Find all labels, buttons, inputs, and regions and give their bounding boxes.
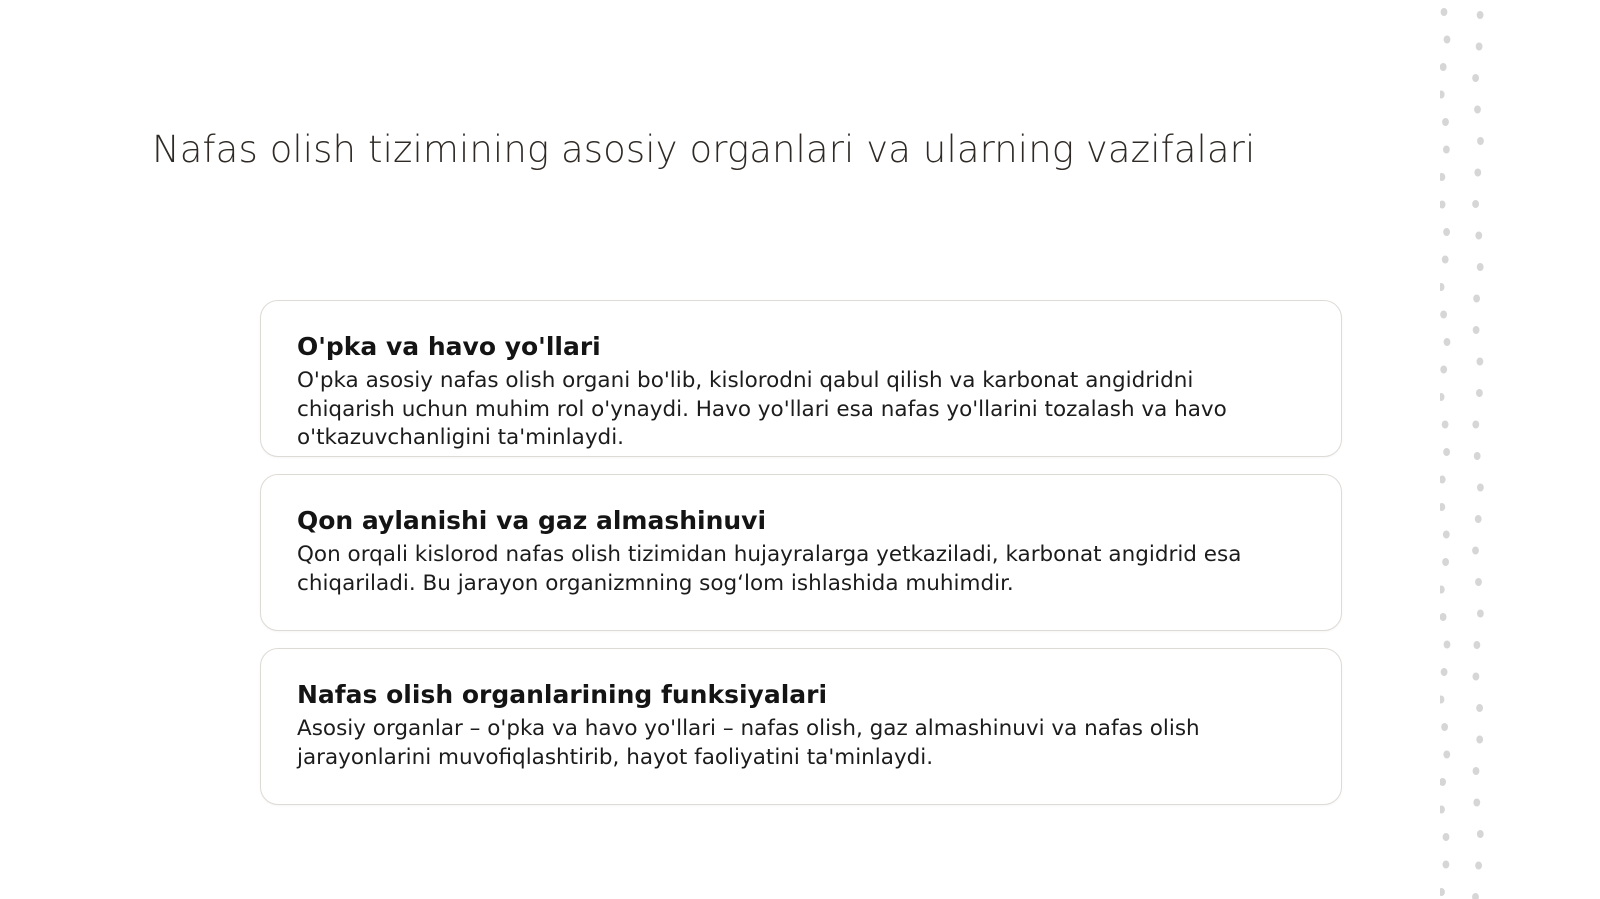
slide-title: Nafas olish tizimining asosiy organlari va ularning vazifalari xyxy=(152,128,1256,171)
decorative-dot xyxy=(1473,799,1480,807)
decorative-dot xyxy=(1472,547,1479,555)
decorative-dot xyxy=(1477,484,1484,492)
decorative-dot xyxy=(1474,641,1481,649)
decorative-dot xyxy=(1444,36,1451,44)
decorative-dot xyxy=(1474,169,1481,177)
decorative-dot xyxy=(1440,806,1445,814)
decorative-dot xyxy=(1444,338,1451,346)
decorative-dot xyxy=(1477,137,1484,145)
decorative-dot xyxy=(1440,778,1446,786)
decorative-dot xyxy=(1474,106,1481,114)
decorative-dot xyxy=(1473,295,1480,303)
decorative-dot xyxy=(1473,326,1480,334)
decorative-dot xyxy=(1440,476,1446,484)
card-text: Asosiy organlar – o'pka va havo yo'llari – nafas olish, gaz almashinuvi va nafas olish jarayonlarini muvofiqlashtirib, hayot faoliyatini ta'minlaydi. xyxy=(297,716,1200,770)
decorative-dot xyxy=(1440,366,1447,374)
card-text: Qon orqali kislorod nafas olish tizimidan hujayralarga yetkaziladi, karbonat angidrid esa chiqariladi. Bu jarayon organizmning sog‘lom ishlashida muhimdir. xyxy=(297,542,1242,596)
decorative-dot xyxy=(1475,515,1482,523)
decorative-dot xyxy=(1472,893,1479,899)
decorative-dot xyxy=(1473,767,1480,775)
decorative-dot xyxy=(1477,610,1484,618)
decorative-dot xyxy=(1440,63,1447,71)
decorative-dot xyxy=(1477,263,1484,271)
decorative-dot xyxy=(1473,673,1480,681)
decorative-dot xyxy=(1440,586,1445,594)
decorative-dot xyxy=(1440,888,1445,896)
decorative-dot xyxy=(1475,232,1482,240)
decorative-dot xyxy=(1440,283,1445,291)
card-circulation-gas-exchange xyxy=(260,474,1342,631)
decorative-dot xyxy=(1476,704,1483,712)
decorative-dot xyxy=(1440,311,1447,319)
card-list xyxy=(260,300,1342,822)
decorative-dot xyxy=(1440,173,1445,181)
decorative-dot xyxy=(1443,751,1450,759)
decorative-dot xyxy=(1443,146,1450,154)
decorative-dot xyxy=(1477,830,1484,838)
card-heading: Qon aylanishi va gaz almashinuvi xyxy=(297,506,767,535)
card-lungs-airways xyxy=(260,300,1342,457)
decorative-dot xyxy=(1476,736,1483,744)
decorative-dot xyxy=(1440,503,1445,511)
decorative-dot xyxy=(1441,8,1448,16)
decorative-dot xyxy=(1443,228,1450,236)
decorative-dot xyxy=(1443,531,1450,539)
decorative-dot xyxy=(1441,668,1448,676)
card-text: O'pka asosiy nafas olish organi bo'lib, kislorodni qabul qilish va karbonat angidridni chiqarish uchun muhim rol o'ynaydi. Havo yo'llari esa nafas yo'llarini tozalash va havo o'tkazuvchanligini ta'minlaydi. xyxy=(297,368,1227,450)
decorative-dot xyxy=(1443,448,1450,456)
decorative-dot xyxy=(1472,200,1479,208)
decorative-dot xyxy=(1440,91,1445,99)
decorative-dot xyxy=(1472,421,1479,429)
decorative-dot xyxy=(1440,696,1444,704)
decorative-dot xyxy=(1477,11,1484,19)
decorative-dot xyxy=(1442,256,1449,264)
decorative-dot xyxy=(1476,389,1483,397)
decorative-dot xyxy=(1440,201,1446,209)
decorative-dot xyxy=(1444,641,1451,649)
decorative-dot xyxy=(1477,358,1484,366)
decorative-dot-pattern xyxy=(1440,0,1600,899)
decorative-dot xyxy=(1440,613,1447,621)
decorative-dot xyxy=(1475,862,1482,870)
decorative-dot xyxy=(1474,452,1481,460)
decorative-dot xyxy=(1475,578,1482,586)
decorative-dot xyxy=(1442,558,1449,566)
card-heading: O'pka va havo yo'llari xyxy=(297,332,601,361)
decorative-dot xyxy=(1443,833,1450,841)
card-heading: Nafas olish organlarining funksiyalari xyxy=(297,680,828,709)
card-organ-functions xyxy=(260,648,1342,805)
decorative-dot xyxy=(1476,43,1483,51)
decorative-dot xyxy=(1443,861,1450,869)
decorative-dot xyxy=(1472,74,1479,82)
decorative-dot xyxy=(1442,118,1449,126)
decorative-dot xyxy=(1440,393,1445,401)
decorative-dot xyxy=(1441,723,1448,731)
decorative-dot xyxy=(1442,421,1449,429)
